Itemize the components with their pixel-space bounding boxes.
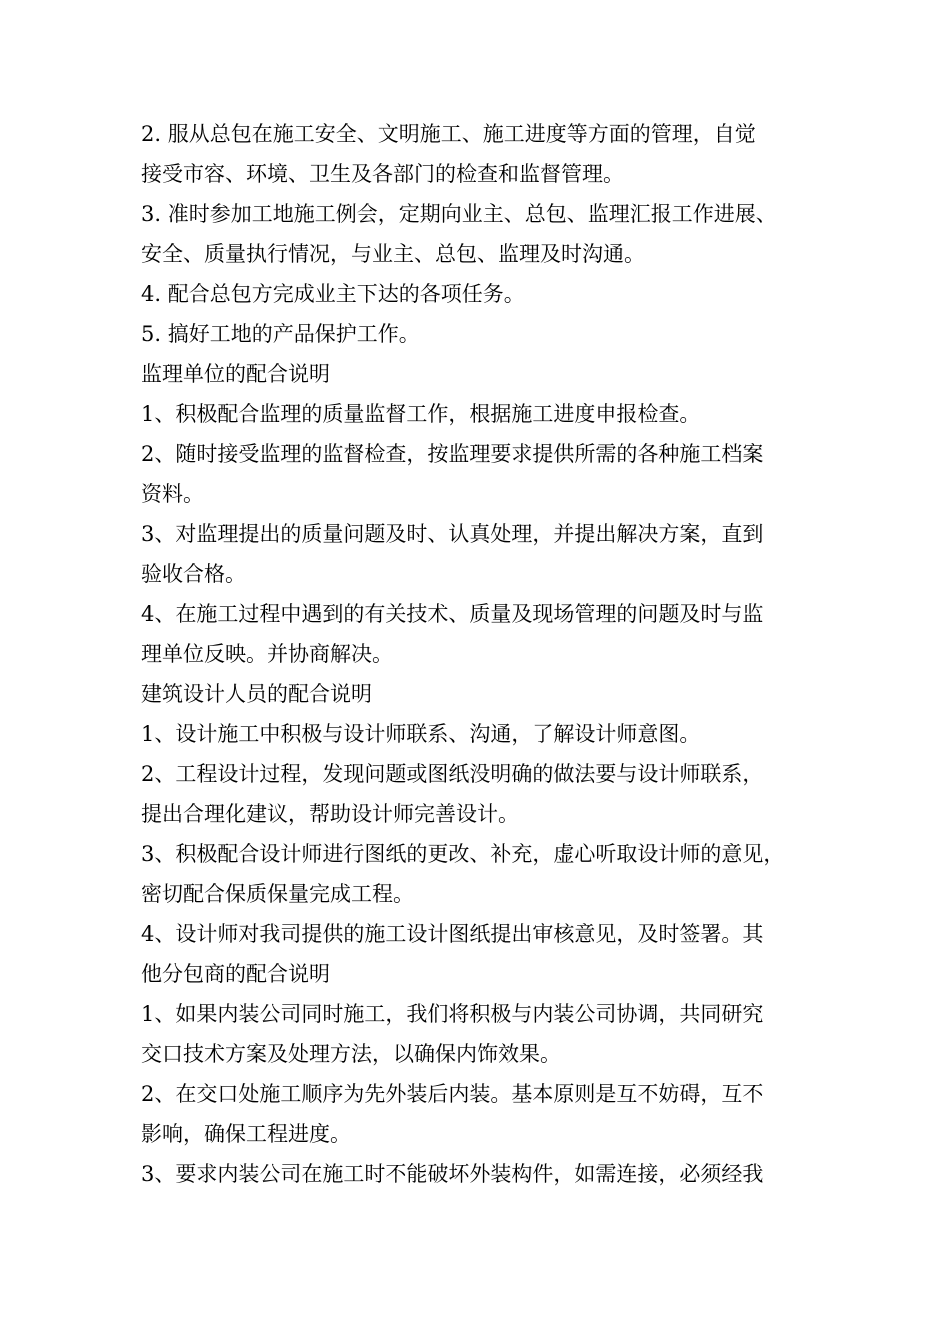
text-line: 资料。 [141,482,204,506]
text-line: 提出合理化建议，帮助设计师完善设计。 [141,802,519,826]
text-line: 交口技术方案及处理方法，以确保内饰效果。 [141,1042,561,1066]
text-line: 1、如果内装公司同时施工，我们将积极与内装公司协调，共同研究 [141,1002,764,1026]
text-line: 3、对监理提出的质量问题及时、认真处理，并提出解决方案，直到 [141,522,764,546]
text-line: 2. 服从总包在施工安全、文明施工、施工进度等方面的管理，自觉 [141,122,756,146]
text-line: 3. 准时参加工地施工例会，定期向业主、总包、监理汇报工作进展、 [141,202,777,226]
text-line: 5. 搞好工地的产品保护工作。 [141,322,420,346]
text-line: 4. 配合总包方完成业主下达的各项任务。 [141,282,525,306]
text-line: 安全、质量执行情况，与业主、总包、监理及时沟通。 [141,242,645,266]
text-line: 理单位反映。并协商解决。 [141,642,393,666]
section-heading: 建筑设计人员的配合说明 [141,682,372,706]
text-line: 4、在施工过程中遇到的有关技术、质量及现场管理的问题及时与监 [141,602,764,626]
text-line: 3、积极配合设计师进行图纸的更改、补充，虚心听取设计师的意见， [141,842,785,866]
text-line: 2、工程设计过程，发现问题或图纸没明确的做法要与设计师联系， [141,762,764,786]
text-line: 验收合格。 [141,562,246,586]
text-line: 2、在交口处施工顺序为先外装后内装。基本原则是互不妨碍，互不 [141,1082,764,1106]
text-line: 影响，确保工程进度。 [141,1122,351,1146]
text-line: 他分包商的配合说明 [141,962,330,986]
text-line: 1、积极配合监理的质量监督工作，根据施工进度申报检查。 [141,402,701,426]
text-line: 密切配合保质保量完成工程。 [141,882,414,906]
text-line: 3、要求内装公司在施工时不能破坏外装构件，如需连接，必须经我 [141,1162,764,1186]
document-body [141,114,831,1194]
text-line: 4、设计师对我司提供的施工设计图纸提出审核意见，及时签署。其 [141,922,764,946]
text-line: 接受市容、环境、卫生及各部门的检查和监督管理。 [141,162,624,186]
text-line: 2、随时接受监理的监督检查，按监理要求提供所需的各种施工档案 [141,442,764,466]
section-heading: 监理单位的配合说明 [141,362,330,386]
text-line: 1、设计施工中积极与设计师联系、沟通，了解设计师意图。 [141,722,701,746]
